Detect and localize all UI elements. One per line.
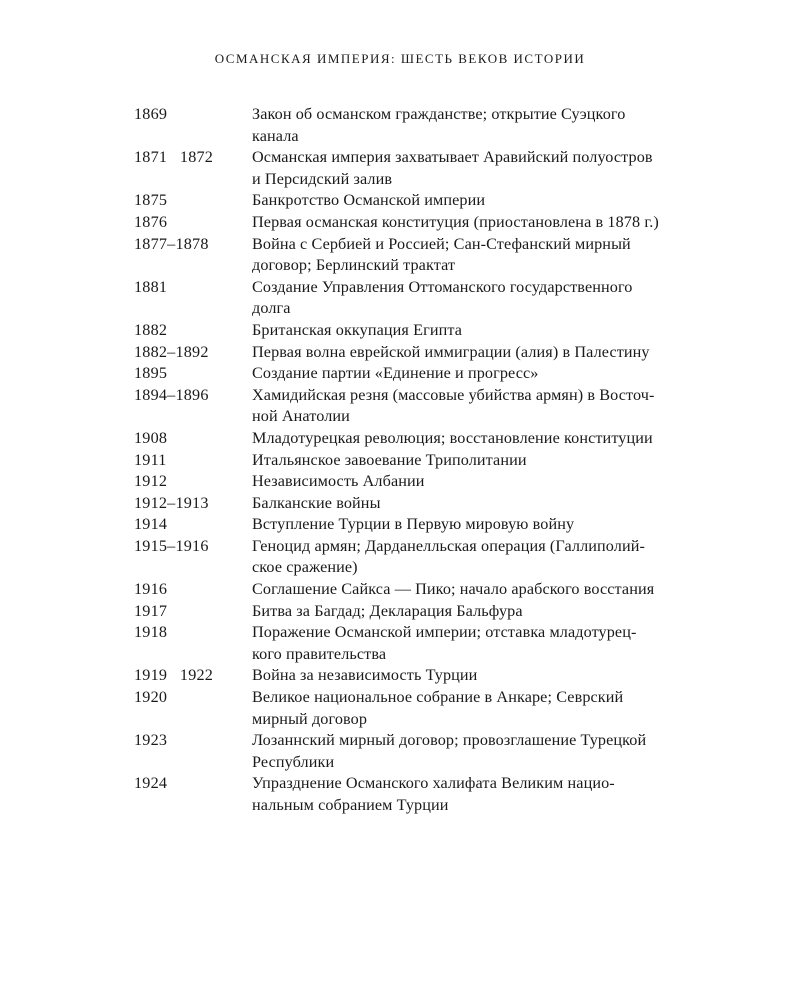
entry-text: Соглашение Сайкса — Пико; начало арабского восстания xyxy=(252,580,655,599)
chronology-entry xyxy=(134,385,734,428)
entry-date: 1877–1878 xyxy=(134,234,209,253)
entry-date: 1914 xyxy=(134,515,168,534)
entry-text: Итальянское завоевание Триполитании xyxy=(252,450,527,469)
entry-text: Первая волна еврейской иммиграции (алия) в Палестину xyxy=(252,342,650,361)
chronology-entry xyxy=(134,428,734,450)
chronology-entry xyxy=(134,514,734,536)
chronology-entry xyxy=(134,277,734,320)
entry-date: 1882 xyxy=(134,320,168,339)
entry-date: 1881 xyxy=(134,277,168,296)
entry-text: Геноцид армян; Дарданелльская операция (Галлиполий- ское сражение) xyxy=(252,536,645,577)
entry-text: Битва за Багдад; Декларация Бальфура xyxy=(252,601,523,620)
entry-text: Война за независимость Турции xyxy=(252,666,478,685)
entry-text: Поражение Османской империи; отставка младотурец- кого правительства xyxy=(252,623,637,663)
chronology-entry xyxy=(134,342,734,364)
chronology-entry xyxy=(134,665,734,687)
entry-text: Упразднение Османского халифата Великим нацио- нальным собранием Турции xyxy=(252,774,615,814)
entry-date: 1917 xyxy=(134,601,168,620)
chronology-list xyxy=(134,104,734,817)
chronology-entry xyxy=(134,579,734,601)
entry-text: Британская оккупация Египта xyxy=(252,320,463,339)
entry-date: 1911 xyxy=(134,450,167,469)
entry-date: 1912 xyxy=(134,472,168,491)
entry-date: 1882–1892 xyxy=(134,342,209,361)
entry-text: Хамидийская резня (массовые убийства армян) в Восточ- ной Анатолии xyxy=(252,385,655,426)
chronology-entry xyxy=(134,234,734,277)
entry-text: Великое национальное собрание в Анкаре; Севрский мирный договор xyxy=(252,688,624,728)
entry-date: 1918 xyxy=(134,623,168,642)
running-head: ОСМАНСКАЯ ИМПЕРИЯ: ШЕСТЬ ВЕКОВ ИСТОРИИ xyxy=(214,51,586,66)
entry-text: Банкротство Османской империи xyxy=(252,191,486,210)
chronology-entry xyxy=(134,773,734,816)
entry-date: 1919 1922 xyxy=(134,666,214,685)
entry-date: 1869 xyxy=(134,105,168,123)
entry-date: 1871 1872 xyxy=(134,148,214,167)
chronology-entry xyxy=(134,320,734,342)
entry-text: Война с Сербией и Россией; Сан-Стефанский мирный договор; Берлинский трактат xyxy=(252,234,631,275)
chronology-entry xyxy=(134,601,734,623)
entry-text: Балканские войны xyxy=(252,493,381,512)
entry-text: Независимость Албании xyxy=(252,472,425,491)
entry-date: 1920 xyxy=(134,688,168,707)
entry-text: Закон об османском гражданстве; открытие Суэцкого канала xyxy=(252,105,626,145)
chronology-entry xyxy=(134,104,734,147)
entry-date: 1915–1916 xyxy=(134,536,209,555)
entry-date: 1908 xyxy=(134,428,168,447)
chronology-entry xyxy=(134,363,734,385)
entry-date: 1875 xyxy=(134,191,168,210)
entry-text: Создание Управления Оттоманского государственного долга xyxy=(252,277,633,318)
entry-text: Османская империя захватывает Аравийский полуостров и Персидский залив xyxy=(252,148,653,188)
chronology-entry xyxy=(134,622,734,665)
entry-date: 1894–1896 xyxy=(134,385,209,404)
chronology-entry xyxy=(134,190,734,212)
chronology-entry xyxy=(134,730,734,773)
chronology-entry xyxy=(134,536,734,579)
chronology-entry xyxy=(134,471,734,493)
chronology-entry xyxy=(134,147,734,190)
chronology-entry xyxy=(134,212,734,234)
entry-date: 1895 xyxy=(134,364,168,383)
entry-date: 1924 xyxy=(134,774,168,793)
entry-text: Первая османская конституция (приостановлена в 1878 г.) xyxy=(252,212,659,231)
entry-text: Вступление Турции в Первую мировую войну xyxy=(252,515,575,534)
entry-date: 1876 xyxy=(134,212,168,231)
entry-date: 1916 xyxy=(134,580,168,599)
entry-date: 1923 xyxy=(134,731,168,750)
chronology-entry xyxy=(134,687,734,730)
entry-text: Лозаннский мирный договор; провозглашение Турецкой Республики xyxy=(252,731,647,771)
entry-date: 1912–1913 xyxy=(134,493,209,512)
entry-text: Младотурецкая революция; восстановление конституции xyxy=(252,428,653,447)
entry-text: Создание партии «Единение и прогресс» xyxy=(252,364,539,383)
chronology-entry xyxy=(134,450,734,472)
chronology-entry xyxy=(134,493,734,515)
